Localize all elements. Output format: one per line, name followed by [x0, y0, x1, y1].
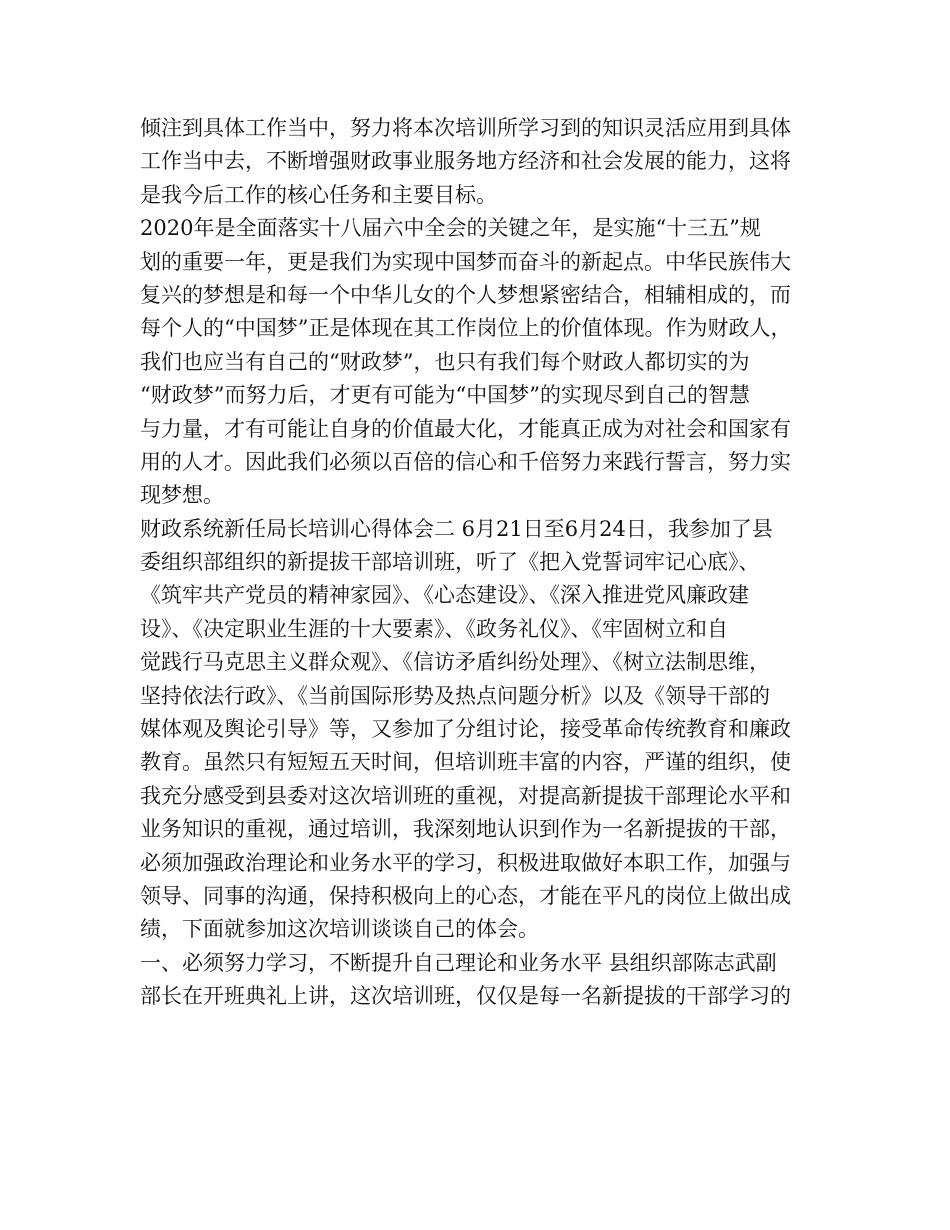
text-line: 一、必须努力学习，不断提升自己理论和业务水平 县组织部陈志武副 — [140, 950, 777, 975]
text-line: 划的重要一年，更是我们为实现中国梦而奋斗的新起点。中华民族伟大 — [140, 249, 791, 274]
text-line: 倾注到具体工作当中，努力将本次培训所学习到的知识灵活应用到具体 — [140, 116, 791, 140]
text-line: 教育。虽然只有短短五天时间，但培训班丰富的内容，严谨的组织，使 — [140, 750, 791, 775]
text-line: 必须加强政治理论和业务水平的学习，积极进取做好本职工作，加强与 — [140, 850, 791, 875]
text-line: 我们也应当有自己的“财政梦”，也只有我们每个财政人都切实的为 — [140, 349, 750, 374]
text-line: 媒体观及舆论引导》等，又参加了分组讨论，接受革命传统教育和廉政 — [140, 717, 791, 742]
text-line: “财政梦”而努力后，才更有可能为“中国梦”的实现尽到自己的智慧 — [140, 383, 750, 408]
text-line: 《筑牢共产党员的精神家园》、《心态建设》、《深入推进党风廉政建 — [140, 583, 749, 608]
text-line: 2020年是全面落实十八届六中全会的关键之年，是实施“十三五”规 — [140, 216, 761, 241]
text-line: 工作当中去，不断增强财政事业服务地方经济和社会发展的能力，这将 — [140, 149, 791, 174]
text-line: 觉践行马克思主义群众观》、《信访矛盾纠纷处理》、《树立法制思维， — [140, 650, 770, 675]
text-line: 设》、《决定职业生涯的十大要素》、《政务礼仪》、《牢固树立和自 — [140, 616, 728, 641]
text-line: 现梦想。 — [140, 483, 224, 508]
text-line: 每个人的“中国梦”正是体现在其工作岗位上的价值体现。作为财政人， — [140, 316, 792, 341]
text-line: 部长在开班典礼上讲，这次培训班，仅仅是每一名新提拔的干部学习的 — [140, 984, 791, 1009]
document-body — [140, 112, 820, 1014]
text-line: 坚持依法行政》、《当前国际形势及热点问题分析》以及《领导干部的 — [140, 683, 770, 708]
text-line: 是我今后工作的核心任务和主要目标。 — [140, 182, 497, 207]
text-line: 用的人才。因此我们必须以百倍的信心和千倍努力来践行誓言，努力实 — [140, 449, 791, 474]
text-line: 委组织部组织的新提拔干部培训班，听了《把入党誓词牢记心底》、 — [140, 550, 760, 575]
text-line: 财政系统新任局长培训心得体会二 6月21日至6月24日，我参加了县 — [140, 516, 773, 541]
text-line: 业务知识的重视，通过培训，我深刻地认识到作为一名新提拔的干部， — [140, 817, 791, 842]
text-line: 复兴的梦想是和每一个中华儿女的个人梦想紧密结合，相辅相成的，而 — [140, 282, 791, 307]
text-line: 我充分感受到县委对这次培训班的重视，对提高新提拔干部理论水平和 — [140, 783, 791, 808]
text-line: 与力量，才有可能让自身的价值最大化，才能真正成为对社会和国家有 — [140, 416, 791, 441]
text-line: 领导、同事的沟通，保持积极向上的心态，才能在平凡的岗位上做出成 — [140, 883, 791, 908]
text-line: 绩，下面就参加这次培训谈谈自己的体会。 — [140, 917, 539, 942]
